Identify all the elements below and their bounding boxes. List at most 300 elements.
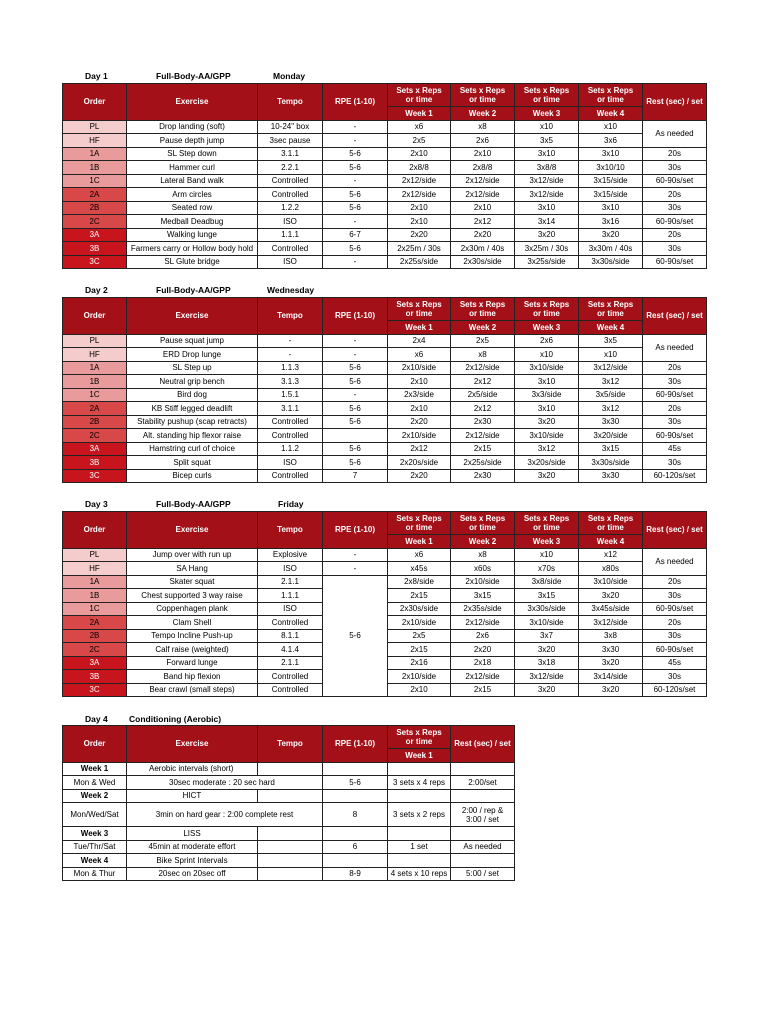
sets-header: Sets x Reps or time <box>515 84 579 107</box>
exercise-header: Exercise <box>127 298 258 335</box>
order-header: Order <box>63 726 127 763</box>
table-cell: 2x8/8 <box>451 161 515 175</box>
table-cell: x45s <box>388 562 451 576</box>
table-cell: 5-6 <box>323 375 388 389</box>
table-cell <box>388 827 451 841</box>
sets-header: Sets x Reps or time <box>515 298 579 321</box>
table-cell: x80s <box>579 562 643 576</box>
table-cell: KB Stiff legged deadlift <box>127 402 258 416</box>
table-cell: 2x6 <box>515 334 579 348</box>
table-cell: 2C <box>63 215 127 229</box>
table-cell: PL <box>63 548 127 562</box>
table-row <box>63 429 707 443</box>
table-cell: 5-6 <box>323 147 388 161</box>
table-cell: 5-6 <box>323 442 388 456</box>
table-cell: 2x12/side <box>451 361 515 375</box>
day1-table <box>62 83 707 269</box>
table-cell: 20s <box>643 228 707 242</box>
table-row <box>63 456 707 470</box>
week2-header: Week 2 <box>451 321 515 335</box>
table-cell: 3x20 <box>515 469 579 483</box>
table-cell: 2.1.1 <box>258 656 323 670</box>
table-cell: 2x5 <box>451 334 515 348</box>
table-cell: 1.2.2 <box>258 201 323 215</box>
table-cell: 5-6 <box>323 188 388 202</box>
table-cell: Jump over with run up <box>127 548 258 562</box>
week3-header: Week 3 <box>515 107 579 121</box>
table-cell: 3x10 <box>579 201 643 215</box>
table-cell: 3x12/side <box>515 174 579 188</box>
sets-header: Sets x Reps or time <box>388 298 451 321</box>
table-cell: 3A <box>63 442 127 456</box>
table-cell: 2x30m / 40s <box>451 242 515 256</box>
table-cell: 2x15 <box>451 683 515 697</box>
table-cell: 2x12 <box>388 442 451 456</box>
table-cell: x10 <box>579 348 643 362</box>
table-cell <box>258 867 323 881</box>
table-cell: - <box>323 255 388 269</box>
table-cell: 5-6 <box>323 361 388 375</box>
table-cell: 20s <box>643 616 707 630</box>
table-cell: 20sec on 20sec off <box>127 867 258 881</box>
table-cell: x70s <box>515 562 579 576</box>
table-cell: x8 <box>451 348 515 362</box>
table-cell: 2x25s/side <box>451 456 515 470</box>
day1-label: Day 1 <box>85 71 108 81</box>
table-cell: ISO <box>258 562 323 576</box>
rest-as-needed: As needed <box>643 120 707 147</box>
table-row <box>63 147 707 161</box>
table-cell: Forward lunge <box>127 656 258 670</box>
table-cell: Lateral Band walk <box>127 174 258 188</box>
table-row <box>63 134 707 148</box>
table-cell <box>323 429 388 443</box>
table-cell: As needed <box>451 840 515 854</box>
tempo-header: Tempo <box>258 726 323 763</box>
table-cell: x6 <box>388 120 451 134</box>
table-cell: 3x18 <box>515 656 579 670</box>
table-cell: HICT <box>127 789 258 803</box>
table-cell: 4 sets x 10 reps <box>388 867 451 881</box>
sets-header: Sets x Reps or time <box>451 84 515 107</box>
table-cell: x8 <box>451 120 515 134</box>
rpe-header: RPE (1-10) <box>323 726 388 763</box>
table-cell: 2x8/side <box>388 575 451 589</box>
table-cell: 3x25s/side <box>515 255 579 269</box>
table-cell: Controlled <box>258 616 323 630</box>
table-cell: Tempo Incline Push-up <box>127 629 258 643</box>
table-cell: 1.1.1 <box>258 589 323 603</box>
table-cell: 3x25m / 30s <box>515 242 579 256</box>
day3-weekday: Friday <box>278 499 304 509</box>
table-cell: 2x10/side <box>388 616 451 630</box>
day2-table <box>62 297 707 483</box>
table-cell: PL <box>63 120 127 134</box>
table-cell: - <box>258 348 323 362</box>
table-cell: Seated row <box>127 201 258 215</box>
table-cell: 2x25m / 30s <box>388 242 451 256</box>
table-cell: Mon/Wed/Sat <box>63 803 127 827</box>
table-cell: Chest supported 3 way raise <box>127 589 258 603</box>
table-cell: 3x12/side <box>515 188 579 202</box>
table-cell: 5-6 <box>323 415 388 429</box>
table-cell: 2C <box>63 643 127 657</box>
table-row <box>63 120 707 134</box>
table-cell: 3x12 <box>515 442 579 456</box>
table-row <box>63 361 707 375</box>
table-cell <box>323 762 388 776</box>
table-cell <box>258 789 323 803</box>
table-cell: 2x6 <box>451 134 515 148</box>
table-cell: 3x8/side <box>515 575 579 589</box>
table-cell: x10 <box>515 120 579 134</box>
table-cell: 60-90s/set <box>643 643 707 657</box>
table-cell: Skater squat <box>127 575 258 589</box>
table-cell: 2x10/side <box>388 670 451 684</box>
table-cell: 2x10 <box>451 147 515 161</box>
table-cell: 2x12/side <box>451 670 515 684</box>
day2-weekday: Wednesday <box>267 285 315 295</box>
rpe-header: RPE (1-10) <box>323 84 388 121</box>
table-cell: 3x20 <box>515 228 579 242</box>
table-cell: 60-120s/set <box>643 469 707 483</box>
table-row <box>63 867 515 881</box>
table-cell: 1A <box>63 575 127 589</box>
tempo-header: Tempo <box>258 512 323 549</box>
table-cell: 5-6 <box>323 201 388 215</box>
rest-header: Rest (sec) / set <box>643 298 707 335</box>
table-cell: 30s <box>643 161 707 175</box>
table-row <box>63 174 707 188</box>
table-cell: 3x12/side <box>579 361 643 375</box>
table-cell: Hammer curl <box>127 161 258 175</box>
order-header: Order <box>63 84 127 121</box>
table-cell: - <box>323 562 388 576</box>
table-row <box>63 334 707 348</box>
rest-header: Rest (sec) / set <box>643 512 707 549</box>
table-cell: HF <box>63 562 127 576</box>
table-cell: x6 <box>388 548 451 562</box>
table-cell: 3x20 <box>515 643 579 657</box>
table-cell: 1B <box>63 375 127 389</box>
table-cell: Pause squat jump <box>127 334 258 348</box>
table-cell: Tue/Thr/Sat <box>63 840 127 854</box>
table-cell: 2x5 <box>388 629 451 643</box>
table-cell: - <box>323 348 388 362</box>
table-cell <box>323 789 388 803</box>
week1-header: Week 1 <box>388 321 451 335</box>
table-cell: 3x5/side <box>579 388 643 402</box>
table-cell: - <box>323 120 388 134</box>
table-cell: 2x10 <box>388 147 451 161</box>
table-cell: 3x10/side <box>515 429 579 443</box>
table-row <box>63 562 707 576</box>
table-cell: 3A <box>63 228 127 242</box>
table-cell: Controlled <box>258 670 323 684</box>
table-cell: 2A <box>63 616 127 630</box>
table-cell: 5-6 <box>323 402 388 416</box>
table-cell: Band hip flexion <box>127 670 258 684</box>
table-cell: Coppenhagen plank <box>127 602 258 616</box>
table-cell: 3x10/side <box>515 616 579 630</box>
table-cell: - <box>323 548 388 562</box>
table-cell: 30s <box>643 415 707 429</box>
table-cell: 20s <box>643 188 707 202</box>
table-row <box>63 402 707 416</box>
table-cell: 60-90s/set <box>643 255 707 269</box>
table-cell: 2x12 <box>451 215 515 229</box>
table-cell: 8-9 <box>323 867 388 881</box>
table-cell: Medball Deadbug <box>127 215 258 229</box>
table-cell: 2x12/side <box>451 188 515 202</box>
day4-program: Conditioning (Aerobic) <box>129 714 222 724</box>
table-cell: 3B <box>63 456 127 470</box>
table-cell: 2x10 <box>388 375 451 389</box>
table-cell: x10 <box>515 348 579 362</box>
table-cell: 2x20 <box>388 469 451 483</box>
table-cell: PL <box>63 334 127 348</box>
table-cell: 2x20 <box>451 643 515 657</box>
table-cell: 3x20 <box>515 683 579 697</box>
table-cell: - <box>323 388 388 402</box>
table-cell: Controlled <box>258 429 323 443</box>
table-cell: 30s <box>643 201 707 215</box>
table-cell: 3x3/side <box>515 388 579 402</box>
table-cell: Stability pushup (scap retracts) <box>127 415 258 429</box>
table-cell: 3x30m / 40s <box>579 242 643 256</box>
week1-header: Week 1 <box>388 535 451 549</box>
table-cell: 3x10/10 <box>579 161 643 175</box>
table-cell: 2x12/side <box>388 188 451 202</box>
table-cell: - <box>323 174 388 188</box>
table-row <box>63 161 707 175</box>
table-cell: 2x30 <box>451 415 515 429</box>
table-row <box>63 201 707 215</box>
table-cell: 3x12 <box>579 402 643 416</box>
table-row <box>63 215 707 229</box>
table-cell: 3x6 <box>579 134 643 148</box>
table-cell: Controlled <box>258 683 323 697</box>
table-row <box>63 827 515 841</box>
table-cell: Explosive <box>258 548 323 562</box>
table-cell: 3x10/side <box>515 361 579 375</box>
table-cell <box>451 827 515 841</box>
table-cell: 5-6 <box>323 242 388 256</box>
table-cell: 5-6 <box>323 776 388 790</box>
table-cell: 30s <box>643 670 707 684</box>
table-row <box>63 348 707 362</box>
table-cell: 1B <box>63 589 127 603</box>
table-cell: 1C <box>63 602 127 616</box>
exercise-header: Exercise <box>127 84 258 121</box>
table-cell: Controlled <box>258 174 323 188</box>
table-cell: 2.1.1 <box>258 575 323 589</box>
table-cell: 1.1.3 <box>258 361 323 375</box>
table-cell: 2x12/side <box>451 174 515 188</box>
table-cell: 3x20 <box>579 589 643 603</box>
table-cell: 2x5/side <box>451 388 515 402</box>
day1-program: Full-Body-AA/GPP <box>156 71 231 81</box>
table-cell: 3A <box>63 656 127 670</box>
sets-header: Sets x Reps or time <box>388 726 451 749</box>
table-cell: 20s <box>643 361 707 375</box>
table-cell: 3C <box>63 683 127 697</box>
table-cell: 6 <box>323 840 388 854</box>
table-cell: 2x10/side <box>451 575 515 589</box>
table-cell: x6 <box>388 348 451 362</box>
week4-header: Week 4 <box>579 535 643 549</box>
table-cell: 60-90s/set <box>643 429 707 443</box>
table-cell: 2x12/side <box>388 174 451 188</box>
table-cell: 6-7 <box>323 228 388 242</box>
table-cell: 3x12 <box>579 375 643 389</box>
day3-program: Full-Body-AA/GPP <box>156 499 231 509</box>
table-row <box>63 388 707 402</box>
table-cell: Hamstring curl of choice <box>127 442 258 456</box>
exercise-header: Exercise <box>127 726 258 763</box>
table-cell: 3x12/side <box>515 670 579 684</box>
table-cell: 2x15 <box>388 589 451 603</box>
table-cell: 3x14/side <box>579 670 643 684</box>
table-cell: Calf raise (weighted) <box>127 643 258 657</box>
table-cell: Week 1 <box>63 762 127 776</box>
table-cell: 5-6 <box>323 161 388 175</box>
table-cell: 2x10 <box>451 201 515 215</box>
table-cell: 2x6 <box>451 629 515 643</box>
table-cell: 2A <box>63 402 127 416</box>
table-cell: 2x10/side <box>388 429 451 443</box>
sets-header: Sets x Reps or time <box>451 298 515 321</box>
week1-header: Week 1 <box>388 749 451 763</box>
table-cell: 2x10 <box>388 402 451 416</box>
table-cell: Split squat <box>127 456 258 470</box>
table-cell: x60s <box>451 562 515 576</box>
rpe-header: RPE (1-10) <box>323 298 388 335</box>
table-cell: Controlled <box>258 415 323 429</box>
table-cell: 60-90s/set <box>643 388 707 402</box>
table-cell: 3 sets x 2 reps <box>388 803 451 827</box>
table-cell: ISO <box>258 215 323 229</box>
table-cell: 1A <box>63 147 127 161</box>
table-cell: Bicep curls <box>127 469 258 483</box>
table-cell: 3x8 <box>579 629 643 643</box>
table-cell: 5-6 <box>323 456 388 470</box>
table-cell: 2x10 <box>388 201 451 215</box>
table-row <box>63 442 707 456</box>
table-cell: SL Glute bridge <box>127 255 258 269</box>
table-cell: - <box>258 334 323 348</box>
table-row <box>63 242 707 256</box>
order-header: Order <box>63 512 127 549</box>
table-cell <box>258 762 323 776</box>
table-cell: 45min at moderate effort <box>127 840 258 854</box>
table-cell: 3x30s/side <box>579 456 643 470</box>
table-cell: 7 <box>323 469 388 483</box>
table-cell: 60-120s/set <box>643 683 707 697</box>
table-cell: 3x15 <box>579 442 643 456</box>
table-cell: 30s <box>643 375 707 389</box>
table-cell: - <box>323 215 388 229</box>
table-cell: 1.5.1 <box>258 388 323 402</box>
table-cell: 3x10 <box>515 147 579 161</box>
table-cell: 2x8/8 <box>388 161 451 175</box>
table-cell: 2x20 <box>388 415 451 429</box>
table-cell: 60-90s/set <box>643 174 707 188</box>
table-row <box>63 548 707 562</box>
table-cell: 2x35s/side <box>451 602 515 616</box>
table-row <box>63 854 515 868</box>
table-cell: - <box>323 134 388 148</box>
table-cell: 2x10/side <box>388 361 451 375</box>
table-cell: 45s <box>643 442 707 456</box>
table-cell: 3x7 <box>515 629 579 643</box>
table-row <box>63 469 707 483</box>
table-cell: LISS <box>127 827 258 841</box>
table-cell: 8.1.1 <box>258 629 323 643</box>
table-cell: 30s <box>643 629 707 643</box>
table-cell <box>451 854 515 868</box>
table-cell: 3x20 <box>579 683 643 697</box>
table-cell: 4.1.4 <box>258 643 323 657</box>
day2-program: Full-Body-AA/GPP <box>156 285 231 295</box>
day3-label: Day 3 <box>85 499 108 509</box>
table-cell <box>451 762 515 776</box>
table-cell: Bear crawl (small steps) <box>127 683 258 697</box>
sets-header: Sets x Reps or time <box>388 84 451 107</box>
table-cell: 2x4 <box>388 334 451 348</box>
table-cell: Alt. standing hip flexor raise <box>127 429 258 443</box>
table-cell: Drop landing (soft) <box>127 120 258 134</box>
rest-as-needed: As needed <box>643 548 707 575</box>
table-cell: Aerobic intervals (short) <box>127 762 258 776</box>
table-cell: 1A <box>63 361 127 375</box>
table-cell: Neutral grip bench <box>127 375 258 389</box>
week2-header: Week 2 <box>451 107 515 121</box>
table-cell: 3x30s/side <box>579 255 643 269</box>
table-cell: 2x15 <box>388 643 451 657</box>
table-cell: 3.1.3 <box>258 375 323 389</box>
table-cell: SL Step down <box>127 147 258 161</box>
table-cell: ISO <box>258 456 323 470</box>
table-cell: 3x10 <box>515 375 579 389</box>
table-cell: 3x10 <box>579 147 643 161</box>
table-cell: 2x5 <box>388 134 451 148</box>
tempo-header: Tempo <box>258 84 323 121</box>
rpe-header: RPE (1-10) <box>323 512 388 549</box>
table-cell: 2B <box>63 629 127 643</box>
table-row <box>63 789 515 803</box>
table-cell <box>451 789 515 803</box>
table-cell: 2x20 <box>388 228 451 242</box>
table-cell: 2x12 <box>451 375 515 389</box>
table-cell: 20s <box>643 402 707 416</box>
table-cell: 2x20s/side <box>388 456 451 470</box>
table-cell: 3x20 <box>515 415 579 429</box>
table-cell: 3x5 <box>579 334 643 348</box>
table-row <box>63 762 515 776</box>
table-cell: 2x20 <box>451 228 515 242</box>
table-cell: 20s <box>643 575 707 589</box>
table-cell: Walking lunge <box>127 228 258 242</box>
table-cell: 30sec moderate : 20 sec hard <box>127 776 323 790</box>
tempo-header: Tempo <box>258 298 323 335</box>
table-cell: 2x10 <box>388 215 451 229</box>
day3-table <box>62 511 707 697</box>
table-cell: ISO <box>258 602 323 616</box>
table-cell: Farmers carry or Hollow body hold <box>127 242 258 256</box>
sets-header: Sets x Reps or time <box>579 298 643 321</box>
table-cell: ISO <box>258 255 323 269</box>
